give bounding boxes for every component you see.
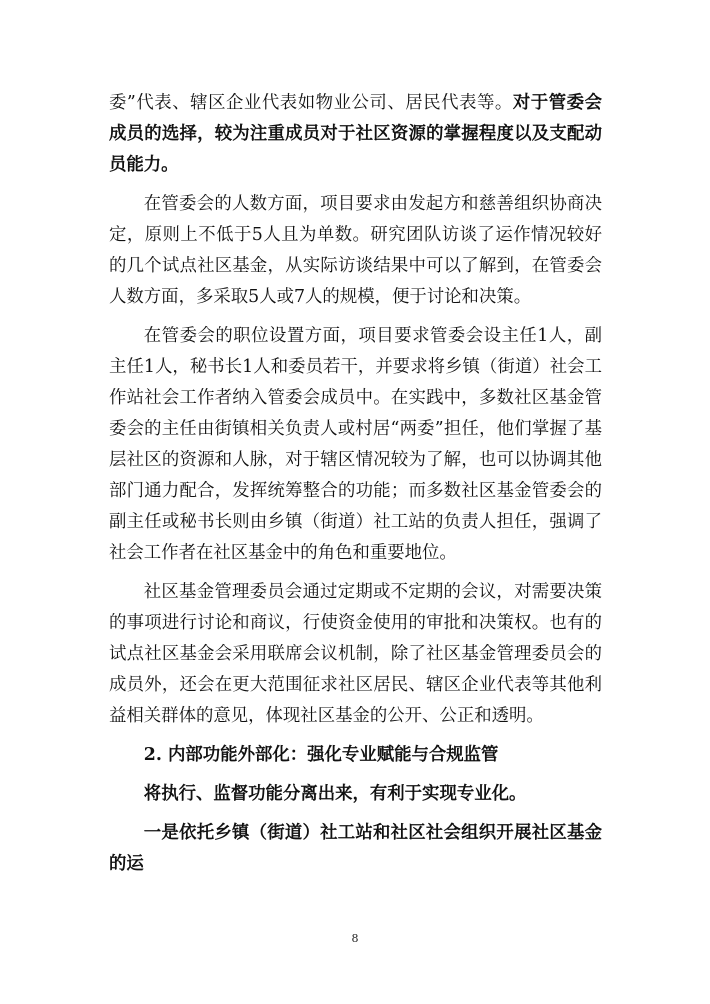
paragraph-continuation-normal: 委”代表、辖区企业代表如物业公司、居民代表等。: [109, 93, 513, 113]
page-number: 8: [351, 932, 359, 945]
paragraph-meetings: 社区基金管理委员会通过定期或不定期的会议，对需要决策的事项进行讨论和商议，行使资金使用的审批和决策权。也有的试点社区基金会采用联席会议机制，除了社区基金管理委员会的成员外，还会在更大范围征求社区居民、辖区企业代表等其他利益相关群体的意见，体现社区基金的公开、公正和透明。: [109, 582, 602, 726]
bold-statement: 将执行、监督功能分离出来，有利于实现专业化。: [143, 784, 527, 804]
paragraph-continuation: [109, 88, 602, 181]
section-heading: 2. 内部功能外部化：强化专业赋能与合规监管: [143, 745, 499, 765]
body-text: [109, 88, 602, 880]
paragraph-member-count: 在管委会的人数方面，项目要求由发起方和慈善组织协商决定，原则上不低于5人且为单数。研究团队访谈了运作情况较好的几个试点社区基金，从实际访谈结果中可以了解到，在管委会人数方面，多采取5人或7人的规模，便于讨论和决策。: [109, 194, 602, 307]
paragraph-position-setup: 在管委会的职位设置方面，项目要求管委会设主任1人，副主任1人，秘书长1人和委员若干，并要求将乡镇（街道）社会工作站社会工作者纳入管委会成员中。在实践中，多数社区基金管委会的主任由街镇相关负责人或村居“两委”担任，他们掌握了基层社区的资源和人脉，对于辖区情况较为了解，也可以协调其他部门通力配合，发挥统筹整合的功能；而多数社区基金管委会的副主任或秘书长则由乡镇（街道）社工站的负责人担任，强调了社会工作者在社区基金中的角色和重要地位。: [109, 326, 602, 563]
bold-paragraph-start: 一是依托乡镇（街道）社工站和社区社会组织开展社区基金的运: [109, 823, 602, 874]
paragraph-continuation-bold: 对于管委会成员的选择，较为注重成员对于社区资源的掌握程度以及支配动员能力。: [109, 93, 602, 175]
